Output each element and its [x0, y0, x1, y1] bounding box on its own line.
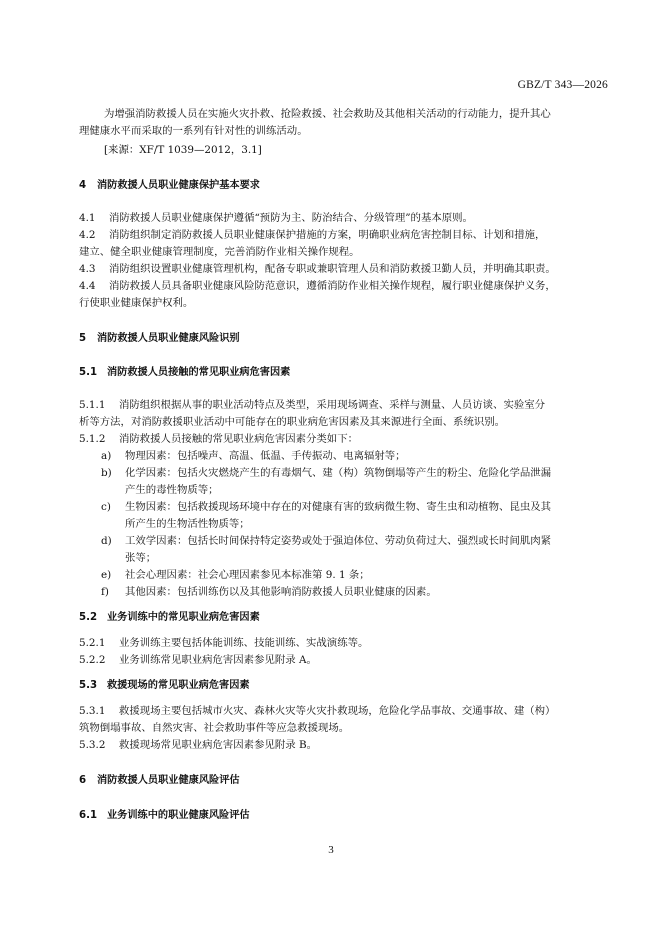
clause-5-3-1-cont: 筑物倒塌事故、自然灾害、社会救助事件等应急救援现场。 [79, 722, 350, 734]
clause-5-1-1 [79, 397, 545, 414]
source-reference: [来源：XF/T 1039—2012，3.1] [104, 144, 262, 156]
section-number: 6 [79, 775, 87, 786]
clause-text: 救援现场主要包括城市火灾、森林火灾等火灾扑救现场，危险化学品事故、交通事故、建（构） [119, 705, 556, 717]
clause-number: 5.1.1 [79, 399, 106, 411]
clause-text: 消防救援人员接触的常见职业病危害因素分类如下： [119, 433, 358, 445]
clause-number: 5.3.2 [79, 739, 106, 751]
list-text: 物理因素：包括噪声、高温、低温、手传振动、电离辐射等； [125, 450, 406, 462]
clause-number: 4.2 [79, 229, 96, 241]
section-title: 消防救援人员职业健康保护基本要求 [97, 180, 260, 191]
list-label: b) [101, 467, 112, 479]
section-5-heading [79, 330, 240, 347]
subsection-number: 5.1 [79, 367, 98, 378]
subsection-number: 5.2 [79, 612, 98, 623]
clause-number: 4.1 [79, 212, 96, 224]
list-text: 其他因素：包括训练伤以及其他影响消防救援人员职业健康的因素。 [125, 586, 437, 598]
subsection-title: 业务训练中的常见职业病危害因素 [107, 612, 260, 623]
clause-5-2-1 [79, 635, 368, 652]
list-label: f) [101, 586, 109, 598]
list-label: a) [101, 450, 112, 462]
section-6-1-heading [79, 807, 250, 824]
subsection-title: 业务训练中的职业健康风险评估 [107, 810, 250, 821]
clause-text: 消防组织设置职业健康管理机构，配备专职或兼职管理人员和消防救援卫勤人员，并明确其职责。 [109, 263, 556, 275]
clause-text: 业务训练主要包括体能训练、技能训练、实战演练等。 [119, 637, 369, 649]
list-label: c) [101, 501, 111, 513]
list-text: 化学因素：包括火灾燃烧产生的有毒烟气、建（构）筑物倒塌等产生的粉尘、危险化学品泄漏 [125, 467, 552, 479]
intro-line-1: 为增强消防救援人员在实施火灾扑救、抢险救援、社会救助及其他相关活动的行动能力，提升其心 [104, 108, 551, 120]
list-text: 工效学因素：包括长时间保持特定姿势或处于强迫体位、劳动负荷过大、强烈或长时间肌肉紧 [125, 535, 552, 547]
clause-text: 业务训练常见职业病危害因素参见附录 A。 [119, 654, 317, 666]
section-4-heading [79, 177, 260, 194]
list-item-c [101, 499, 551, 516]
clause-4-1 [79, 210, 473, 227]
list-label: e) [101, 569, 112, 581]
section-5-2-heading [79, 609, 260, 626]
list-item-b [101, 465, 551, 482]
list-text: 生物因素：包括救援现场环境中存在的对健康有害的致病微生物、寄生虫和动植物、昆虫及其 [125, 501, 552, 513]
clause-5-2-2 [79, 652, 317, 669]
list-label: d) [101, 535, 112, 547]
intro-line-2: 理健康水平而采取的一系列有针对性的训练活动。 [79, 125, 308, 137]
clause-number: 5.2.1 [79, 637, 106, 649]
subsection-title: 救援现场的常见职业病危害因素 [107, 680, 250, 691]
clause-number: 5.3.1 [79, 705, 106, 717]
section-5-1-heading [79, 364, 290, 381]
section-number: 5 [79, 333, 87, 344]
list-item-b-cont: 产生的毒性物质等； [125, 484, 219, 496]
section-5-3-heading [79, 677, 250, 694]
clause-5-1-2 [79, 431, 358, 448]
subsection-title: 消防救援人员接触的常见职业病危害因素 [107, 367, 291, 378]
clause-number: 5.2.2 [79, 654, 106, 666]
clause-4-2-cont: 建立、健全职业健康管理制度，完善消防作业相关操作规程。 [79, 246, 360, 258]
list-item-e [101, 567, 370, 584]
subsection-number: 6.1 [79, 810, 98, 821]
list-item-a [101, 448, 406, 465]
list-item-d [101, 533, 551, 550]
clause-number: 5.1.2 [79, 433, 106, 445]
section-number: 4 [79, 180, 87, 191]
clause-4-4-cont: 行使职业健康保护权利。 [79, 297, 194, 309]
clause-5-3-1 [79, 703, 555, 720]
clause-4-2 [79, 227, 545, 244]
section-title: 消防救援人员职业健康风险识别 [97, 333, 240, 344]
list-item-c-cont: 所产生的生物活性物质等； [125, 518, 250, 530]
clause-text: 消防组织根据从事的职业活动特点及类型，采用现场调查、采样与测量、人员访谈、实验室分 [119, 399, 546, 411]
clause-text: 消防救援人员职业健康保护遵循“预防为主、防治结合、分级管理”的基本原则。 [109, 212, 473, 224]
document-number: GBZ/T 343—2026 [517, 79, 608, 91]
clause-4-3 [79, 261, 556, 278]
page-number: 3 [328, 844, 334, 856]
clause-number: 4.3 [79, 263, 96, 275]
section-title: 消防救援人员职业健康风险评估 [97, 775, 240, 786]
clause-text: 消防救援人员具备职业健康风险防范意识，遵循消防作业相关操作规程，履行职业健康保护义务， [109, 280, 556, 292]
list-text: 社会心理因素：社会心理因素参见本标准第 9. 1 条； [125, 569, 370, 581]
list-item-d-cont: 张等； [125, 552, 157, 564]
clause-4-4 [79, 278, 556, 295]
clause-text: 救援现场常见职业病危害因素参见附录 B。 [119, 739, 317, 751]
subsection-number: 5.3 [79, 680, 98, 691]
clause-5-3-2 [79, 737, 317, 754]
list-item-f [101, 584, 437, 601]
clause-text: 消防组织制定消防救援人员职业健康保护措施的方案，明确职业病危害控制目标、计划和措施， [109, 229, 546, 241]
clause-5-1-1-cont: 析等方法，对消防救援职业活动中可能存在的职业病危害因素及其来源进行全面、系统识别。 [79, 416, 506, 428]
section-6-heading [79, 772, 240, 789]
clause-number: 4.4 [79, 280, 96, 292]
